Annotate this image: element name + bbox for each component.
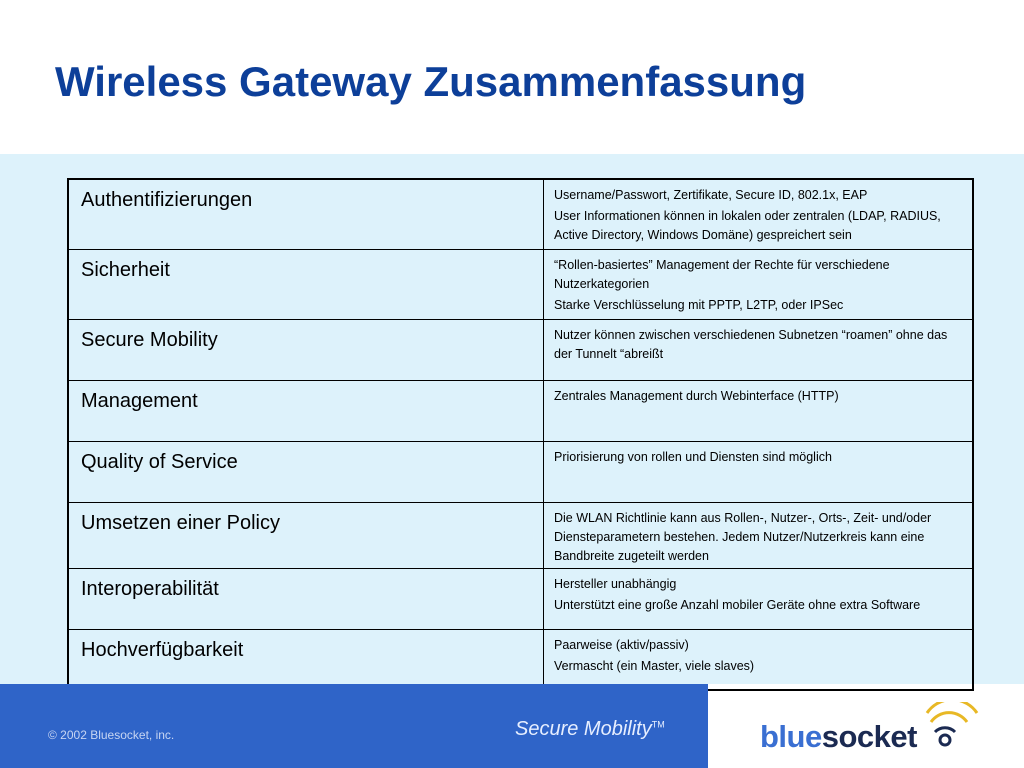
feature-detail-line: Die WLAN Richtlinie kann aus Rollen-, Nutzer-, Orts-, Zeit- und/oder Diensteparametern bestehen. Jedem Nutzer/Nutzerkreis kann eine Bandbreite zugeteilt werden	[554, 510, 932, 563]
feature-label: Sicherheit	[68, 249, 544, 319]
feature-detail-line: Paarweise (aktiv/passiv)	[554, 637, 689, 652]
table-row	[68, 249, 973, 319]
feature-description	[544, 502, 974, 568]
table-row	[68, 629, 973, 690]
summary-table-body	[68, 179, 973, 690]
table-row	[68, 568, 973, 629]
slogan-text: Secure Mobility	[515, 718, 652, 740]
feature-description	[544, 319, 974, 380]
table-row	[68, 179, 973, 249]
feature-label: Quality of Service	[68, 441, 544, 502]
bluesocket-logo	[760, 702, 981, 752]
table-row	[68, 502, 973, 568]
feature-label: Secure Mobility	[68, 319, 544, 380]
logo-text-blue: blue	[760, 719, 822, 754]
feature-detail-line: Vermascht (ein Master, viele slaves)	[554, 658, 755, 673]
table-row	[68, 319, 973, 380]
table-row	[68, 441, 973, 502]
wireless-signal-icon	[923, 702, 981, 752]
feature-detail-line: Starke Verschlüsselung mit PPTP, L2TP, oder IPSec	[554, 297, 844, 312]
feature-label: Authentifizierungen	[68, 179, 544, 249]
feature-description	[544, 179, 974, 249]
feature-detail-line: Username/Passwort, Zertifikate, Secure ID, 802.1x, EAP	[554, 188, 868, 202]
feature-description	[544, 629, 974, 690]
feature-description	[544, 568, 974, 629]
feature-description	[544, 441, 974, 502]
feature-label: Hochverfügbarkeit	[68, 629, 544, 690]
slogan	[515, 718, 665, 741]
feature-detail-line: Unterstützt eine große Anzahl mobiler Geräte ohne extra Software	[554, 597, 921, 612]
feature-detail-line: “Rollen-basiertes” Management der Rechte für verschiedene Nutzerkategorien	[554, 257, 890, 291]
feature-description	[544, 380, 974, 441]
summary-table	[67, 178, 974, 691]
copyright-text: © 2002 Bluesocket, inc.	[48, 728, 175, 742]
feature-detail-line: Nutzer können zwischen verschiedenen Subnetzen “roamen” ohne das der Tunnelt “abreißt	[554, 327, 948, 361]
slide-title: Wireless Gateway Zusammenfassung	[55, 58, 807, 105]
feature-detail-line: Priorisierung von rollen und Diensten sind möglich	[554, 449, 832, 464]
feature-description	[544, 249, 974, 319]
feature-detail-line: User Informationen können in lokalen oder zentralen (LDAP, RADIUS, Active Directory, Windows Domäne) gespreichert sein	[554, 209, 941, 242]
feature-label: Umsetzen einer Policy	[68, 502, 544, 568]
feature-label: Management	[68, 380, 544, 441]
table-row	[68, 380, 973, 441]
feature-label: Interoperabilität	[68, 568, 544, 629]
logo-text-socket: socket	[821, 719, 917, 754]
trademark-mark: TM	[651, 719, 665, 730]
feature-detail-line: Zentrales Management durch Webinterface (HTTP)	[554, 388, 839, 403]
feature-detail-line: Hersteller unabhängig	[554, 576, 677, 591]
